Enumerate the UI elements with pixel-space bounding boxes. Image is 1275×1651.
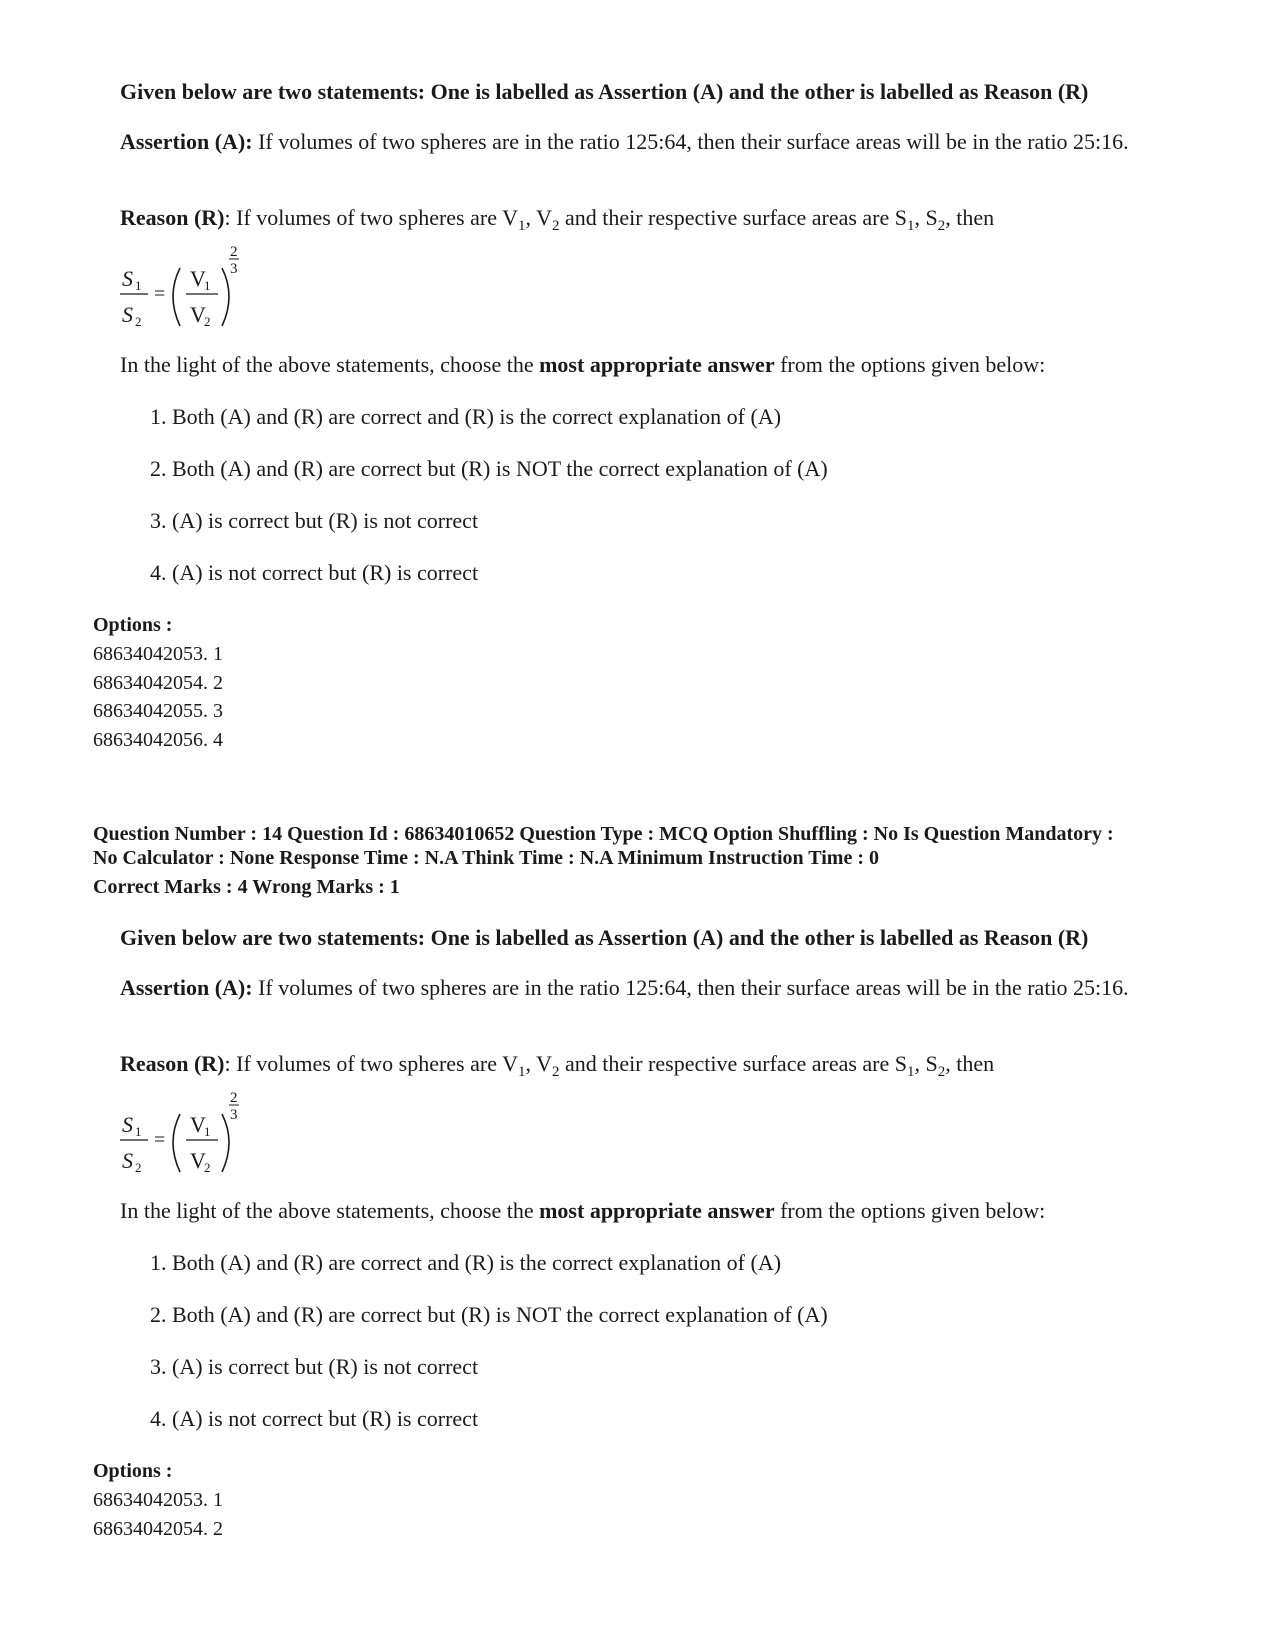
option-1: 68634042053. 1	[93, 1489, 223, 1511]
option-1: 68634042053. 1	[93, 643, 223, 665]
instruction-prompt: In the light of the above statements, choose the most appropriate answer from the options given below:	[120, 1198, 1046, 1223]
question-header-line-2: No Calculator : None Response Time : N.A Think Time : N.A Minimum Instruction Time : 0	[93, 847, 879, 869]
formula-equals: =	[154, 283, 166, 305]
question-header-line-1: Question Number : 14 Question Id : 68634010652 Question Type : MCQ Option Shuffling : No Is Question Mandatory :	[93, 823, 1114, 845]
options-label: Options :	[93, 1460, 173, 1482]
formula-s2-index: 2	[135, 314, 142, 329]
reason-text: Reason (R): If volumes of two spheres are $V_1$, $V_2$ and their respective surface areas are $S_1$, $S_2$, then	[120, 1051, 995, 1080]
formula-exp-num: 2	[230, 244, 238, 260]
formula-v2-index: 2	[204, 1160, 211, 1175]
ratio-formula	[118, 1088, 258, 1183]
formula-s2-index: 2	[135, 1160, 142, 1175]
choice-2: 2. Both (A) and (R) are correct but (R) is NOT the correct explanation of (A)	[150, 1302, 828, 1327]
formula-s1-index: 1	[135, 1124, 142, 1139]
formula-equals: =	[154, 1129, 166, 1151]
formula-v2: V	[190, 302, 206, 327]
choice-4: 4. (A) is not correct but (R) is correct	[150, 560, 479, 585]
formula-s2: S	[122, 302, 133, 327]
choice-1: 1. Both (A) and (R) are correct and (R) is the correct explanation of (A)	[150, 404, 782, 429]
formula-exp-num: 2	[230, 1090, 238, 1106]
assertion-text: Assertion (A): If volumes of two spheres are in the ratio 125:64, then their surface areas will be in the ratio 25:16.	[120, 129, 1129, 154]
formula-s2: S	[122, 1148, 133, 1173]
assertion-text: Assertion (A): If volumes of two spheres are in the ratio 125:64, then their surface areas will be in the ratio 25:16.	[120, 975, 1129, 1000]
formula-s1: S	[122, 1112, 133, 1137]
question-marks-line: Correct Marks : 4 Wrong Marks : 1	[93, 876, 400, 898]
choice-4: 4. (A) is not correct but (R) is correct	[150, 1406, 479, 1431]
formula-v1-index: 1	[204, 278, 211, 293]
formula-v2-index: 2	[204, 314, 211, 329]
instruction-text: Given below are two statements: One is labelled as Assertion (A) and the other is labelled as Reason (R)	[120, 79, 1089, 104]
choice-2: 2. Both (A) and (R) are correct but (R) is NOT the correct explanation of (A)	[150, 456, 828, 481]
options-label: Options :	[93, 614, 173, 636]
option-2: 68634042054. 2	[93, 672, 223, 694]
formula-v1: V	[190, 266, 206, 291]
reason-text: Reason (R): If volumes of two spheres are $V_1$, $V_2$ and their respective surface areas are $S_1$, $S_2$, then	[120, 205, 995, 234]
formula-v2: V	[190, 1148, 206, 1173]
choice-3: 3. (A) is correct but (R) is not correct	[150, 1354, 479, 1379]
option-3: 68634042055. 3	[93, 700, 223, 722]
formula-exp-den: 3	[230, 1107, 238, 1123]
formula-v1: V	[190, 1112, 206, 1137]
ratio-formula	[118, 242, 258, 337]
option-2: 68634042054. 2	[93, 1518, 223, 1540]
choice-1: 1. Both (A) and (R) are correct and (R) is the correct explanation of (A)	[150, 1250, 782, 1275]
formula-s1: S	[122, 266, 133, 291]
formula-s1-index: 1	[135, 278, 142, 293]
instruction-prompt: In the light of the above statements, choose the most appropriate answer from the options given below:	[120, 352, 1046, 377]
formula-exp-den: 3	[230, 261, 238, 277]
option-4: 68634042056. 4	[93, 729, 223, 751]
instruction-text: Given below are two statements: One is labelled as Assertion (A) and the other is labelled as Reason (R)	[120, 925, 1089, 950]
choice-3: 3. (A) is correct but (R) is not correct	[150, 508, 479, 533]
formula-v1-index: 1	[204, 1124, 211, 1139]
